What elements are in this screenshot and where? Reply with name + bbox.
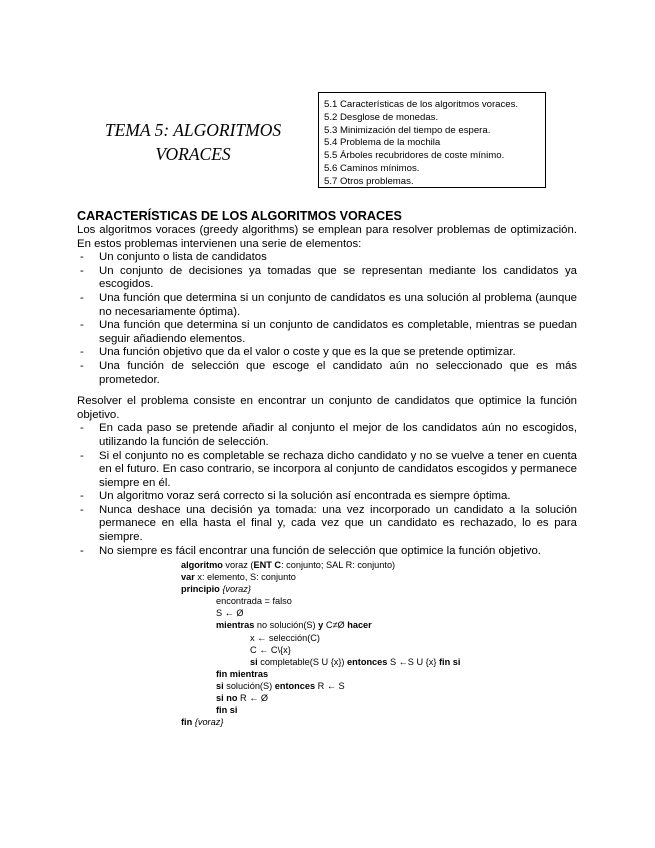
algo-line bbox=[181, 692, 481, 704]
algo-keyword: si no bbox=[216, 693, 238, 704]
algo-text: S ←S U {x} bbox=[387, 656, 439, 667]
toc-item: 5.1 Características de los algoritmos voraces. bbox=[324, 99, 519, 110]
algo-line: S ← Ø bbox=[216, 608, 244, 619]
algo-keyword: si bbox=[250, 656, 258, 667]
algo-keyword: mientras bbox=[216, 620, 255, 631]
algo-line bbox=[181, 656, 481, 668]
algo-text: R ← S bbox=[315, 680, 345, 691]
algo-text: completable(S U {x}) bbox=[257, 656, 348, 667]
title-line-2: VORACES bbox=[155, 144, 231, 164]
algo-text: voraz ( bbox=[222, 560, 254, 570]
algo-keyword: principio bbox=[181, 584, 220, 595]
list-item: - Una función que determina si un conjunto de candidatos es una solución al problema (aunque no necesariamente óptima). bbox=[99, 292, 577, 319]
list-item: - Un conjunto de decisiones ya tomadas que se representan mediante los candidatos ya escogidos. bbox=[99, 265, 577, 292]
section-heading: CARACTERÍSTICAS DE LOS ALGORITMOS VORACES bbox=[77, 209, 402, 223]
main-content bbox=[77, 209, 577, 558]
list-item: - Un algoritmo voraz será correcto si la solución así encontrada es siempre óptima. bbox=[99, 490, 577, 504]
title-line-1: TEMA 5: ALGORITMOS bbox=[104, 120, 282, 140]
algo-line bbox=[181, 704, 481, 716]
list-item: - Si el conjunto no es completable se rechaza dicho candidato y no se vuelve a tener en cuenta en el futuro. En caso contrario, se incorpora al conjunto de candidatos escogidos y permanece siempre en él. bbox=[99, 450, 577, 491]
algo-line bbox=[181, 668, 481, 680]
table-of-contents bbox=[318, 92, 546, 188]
list-item: - En cada paso se pretende añadir al conjunto el mejor de los candidatos aún no escogidos, utilizando la función de selección. bbox=[99, 422, 577, 449]
intro-paragraph: Los algoritmos voraces (greedy algorithms) se emplean para resolver problemas de optimización. En estos problemas intervienen una serie de elementos: bbox=[77, 224, 577, 250]
algo-text: x: elemento, S: conjunto bbox=[194, 572, 296, 583]
toc-item: 5.5 Árboles recubridores de coste mínimo. bbox=[324, 150, 505, 162]
toc-item: 5.4 Problema de la mochila bbox=[324, 137, 441, 149]
algo-keyword: fin mientras bbox=[216, 668, 269, 679]
algo-text: R ← Ø bbox=[237, 693, 269, 704]
list-item: - Nunca deshace una decisión ya tomada: una vez incorporado un candidato a la solución permanece en ella hasta el final y, cada vez que un candidato es rechazado, lo es para siempre. bbox=[99, 504, 577, 545]
toc-item: 5.7 Otros problemas. bbox=[324, 175, 414, 187]
algo-line bbox=[181, 571, 481, 583]
algo-keyword: ENT C bbox=[253, 560, 282, 570]
algo-keyword: si bbox=[216, 680, 224, 691]
algo-line bbox=[181, 559, 481, 571]
algorithm-pseudocode bbox=[181, 559, 481, 728]
toc-item: 5.2 Desglose de monedas. bbox=[324, 111, 439, 123]
toc-item: 5.6 Caminos mínimos. bbox=[324, 162, 420, 174]
algo-keyword: fin si bbox=[216, 705, 238, 716]
spacer bbox=[77, 387, 577, 395]
list-item: - No siempre es fácil encontrar una función de selección que optimice la función objetivo. bbox=[99, 545, 577, 559]
algo-text: no solución(S) bbox=[254, 620, 319, 631]
elements-list bbox=[77, 251, 577, 387]
algo-comment: {voraz} bbox=[219, 584, 251, 595]
algo-line: x ← selección(C) bbox=[250, 632, 320, 643]
algo-keyword: var bbox=[181, 572, 195, 583]
list-item: - Una función objetivo que da el valor o coste y que es la que se pretende optimizar. bbox=[99, 346, 577, 360]
algo-line bbox=[181, 583, 481, 595]
algo-keyword: hacer bbox=[347, 620, 372, 631]
algo-line bbox=[181, 716, 481, 728]
list-item: - Una función de selección que escoge el candidato aún no seleccionado que es más prometedor. bbox=[99, 360, 577, 387]
list-item: - Un conjunto o lista de candidatos bbox=[99, 251, 577, 265]
algo-line bbox=[181, 680, 481, 692]
algo-keyword: entonces bbox=[347, 656, 388, 667]
algo-keyword: algoritmo bbox=[181, 560, 223, 570]
algo-line: encontrada = falso bbox=[216, 596, 292, 607]
steps-list bbox=[77, 422, 577, 558]
algo-text: C≠Ø bbox=[323, 620, 348, 631]
list-item: - Una función que determina si un conjunto de candidatos es completable, mientras se puedan seguir añadiendo elementos. bbox=[99, 319, 577, 346]
algo-keyword: y bbox=[318, 620, 324, 631]
algo-text: solución(S) bbox=[223, 680, 275, 691]
algo-line bbox=[181, 619, 481, 631]
algo-line: C ← C\{x} bbox=[250, 644, 291, 655]
algo-keyword: fin bbox=[181, 717, 193, 728]
document-title bbox=[88, 118, 298, 166]
algo-keyword: entonces bbox=[274, 680, 316, 691]
algo-text: : conjunto; SAL R: conjunto) bbox=[281, 560, 396, 570]
algo-keyword: fin si bbox=[438, 656, 461, 667]
toc-item: 5.3 Minimización del tiempo de espera. bbox=[324, 124, 491, 136]
problem-paragraph: Resolver el problema consiste en encontrar un conjunto de candidatos que optimice la función objetivo. bbox=[77, 395, 577, 421]
algo-comment: {voraz} bbox=[192, 717, 224, 728]
